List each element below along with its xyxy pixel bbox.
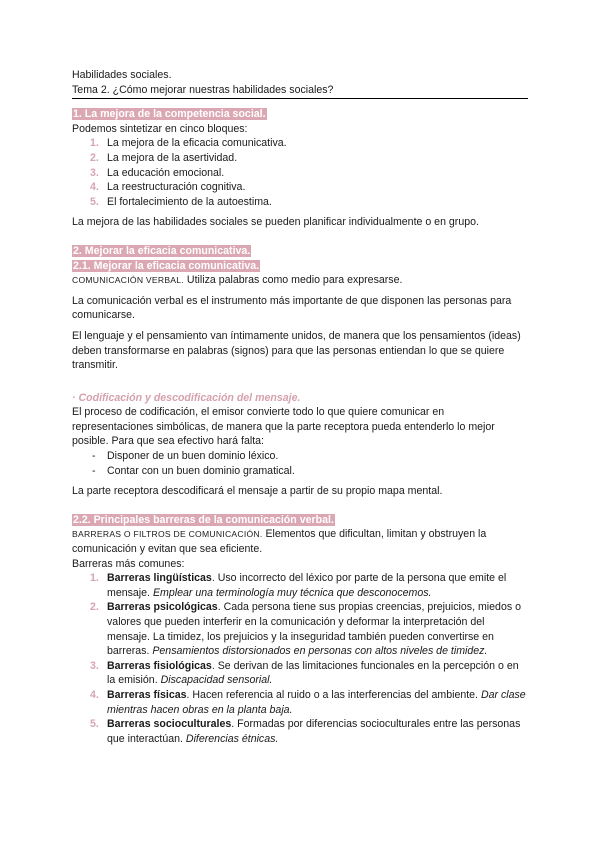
- barrier-item: 3. Barreras fisiológicas. Se derivan de las limitaciones funcionales en la percepción o en la emisión. Discapacidad sensorial.: [90, 659, 519, 687]
- section-1-heading: [72, 107, 528, 122]
- section-1-closing: La mejora de las habilidades sociales se pueden planificar individualmente o en grupo.: [72, 216, 479, 229]
- section-2-1-title: 2.1. Mejorar la eficacia comunicativa.: [73, 259, 260, 272]
- section-2-title: 2. Mejorar la eficacia comunicativa.: [73, 244, 251, 257]
- verbal-definition: COMUNICACIÓN VERBAL. Utiliza palabras como medio para expresarse.: [72, 274, 403, 287]
- coding-heading: · Codificación y descodificación del mensaje.: [72, 391, 301, 404]
- list-item: 3. La educación emocional.: [90, 166, 225, 179]
- receptor-paragraph: La parte receptora descodificará el mensaje a partir de su propio mapa mental.: [72, 485, 443, 498]
- barrier-item: 5. Barreras socioculturales. Formadas por diferencias socioculturales entre las personas que interactúan. Diferencias étnicas.: [90, 718, 521, 745]
- header-divider: [72, 98, 528, 99]
- list-item: 2. La mejora de la asertividad.: [90, 151, 238, 164]
- header-subject: Habilidades sociales.: [72, 69, 172, 81]
- barrier-item: 4. Barreras físicas. Hacen referencia al ruido o a las interferencias del ambiente. Dar clase mientras hacen obras en la planta baja.: [90, 688, 526, 716]
- barriers-intro: Barreras más comunes:: [72, 557, 185, 570]
- paragraph-language-thought: El lenguaje y el pensamiento van íntimamente unidos, de manera que los pensamientos (ideas) deben transformarse en palabras (signos) para que las personas entiendan lo que se quiere transmitir.: [72, 329, 521, 372]
- section-2-2-heading: [72, 513, 528, 528]
- list-item: 1. La mejora de la eficacia comunicativa.: [90, 137, 287, 150]
- section-2-2-title: 2.2. Principales barreras de la comunicación verbal.: [73, 513, 334, 526]
- list-item: 5. El fortalecimiento de la autoestima.: [90, 195, 272, 208]
- list-item: 4. La reestructuración cognitiva.: [90, 181, 246, 194]
- list-item: - Contar con un buen dominio gramatical.: [92, 464, 295, 477]
- section-1-intro: Podemos sintetizar en cinco bloques:: [72, 122, 248, 135]
- barrier-item: 2. Barreras psicológicas. Cada persona tiene sus propias creencias, prejuicios, miedos o valores que pueden interferir en la comunicación y deformar la interpretación del mensaje. La timidez, los prejuicios y la inseguridad también pueden convertirse en barreras. Pensamientos distorsionados en personas con altos niveles de timidez.: [90, 601, 521, 658]
- requirements-list: [72, 449, 528, 478]
- section-1-title: 1. La mejora de la competencia social.: [73, 108, 266, 121]
- blocks-list: [72, 136, 528, 209]
- header-topic: Tema 2. ¿Cómo mejorar nuestras habilidades sociales?: [72, 83, 334, 96]
- section-2-heading: [72, 244, 528, 259]
- section-2-1-heading: [72, 259, 528, 274]
- paragraph-verbal-instrument: La comunicación verbal es el instrumento más importante de que disponen las personas para comunicarse.: [72, 294, 512, 322]
- list-item: - Disponer de un buen dominio léxico.: [92, 450, 279, 463]
- barriers-list: [72, 571, 528, 746]
- coding-paragraph: El proceso de codificación, el emisor convierte todo lo que quiere comunicar en representaciones simbólicas, de manera que la parte receptora pueda entenderlo lo mejor posible. Para que sea efectivo hará falta:: [72, 406, 495, 448]
- barrier-item: 1. Barreras lingüísticas. Uso incorrecto del léxico por parte de la persona que emite el mensaje. Emplear una terminología muy técnica que desconocemos.: [90, 572, 507, 599]
- barriers-definition: BARRERAS O FILTROS DE COMUNICACIÓN. Elementos que dificultan, limitan y obstruyen la comunicación y evitan que sea eficiente.: [72, 528, 487, 556]
